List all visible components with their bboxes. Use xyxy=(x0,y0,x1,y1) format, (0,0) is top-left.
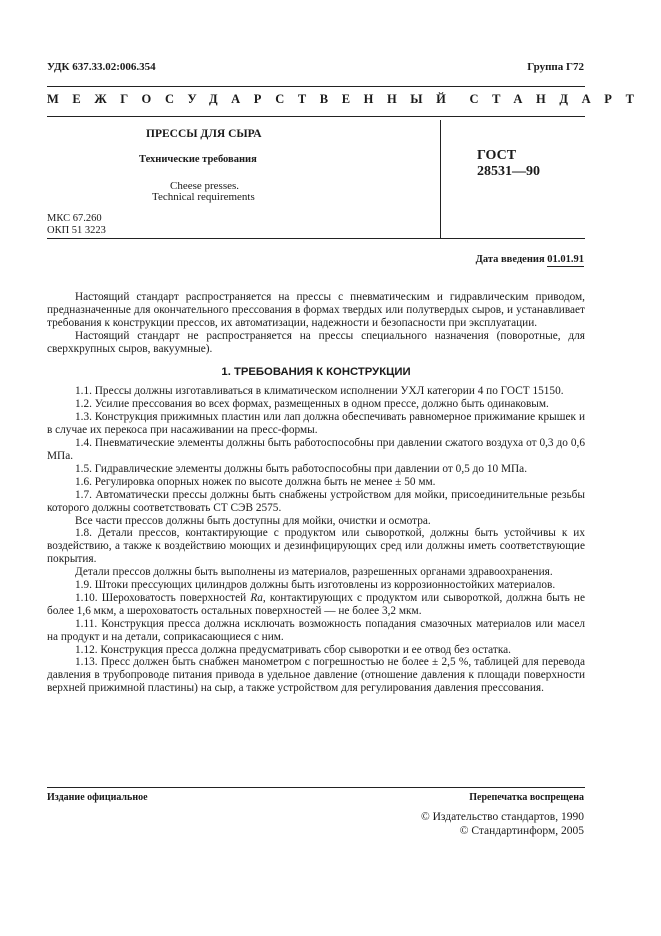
document-title: ПРЕССЫ ДЛЯ СЫРА xyxy=(146,128,262,140)
clause-1-8-cont: Детали прессов должны быть выполнены из материалов, разрешенных органами здравоохранения. xyxy=(75,566,553,579)
titleblock-rule xyxy=(47,238,585,239)
banner-rule xyxy=(47,116,585,117)
footer-rule xyxy=(47,787,585,788)
clause-1-9: 1.9. Штоки прессующих цилиндров должны быть изготовлены из коррозионностойких материалов. xyxy=(75,579,556,592)
introduction-date xyxy=(476,254,584,265)
banner-left: МЕЖГОСУДАРСТВЕННЫЙ xyxy=(47,92,460,106)
top-rule xyxy=(47,86,585,87)
standard-banner xyxy=(47,92,648,107)
section-heading: 1. ТРЕБОВАНИЯ К КОНСТРУКЦИИ xyxy=(221,365,411,378)
clause-1-10-start: 1.10. Шероховатость поверхностей xyxy=(75,591,251,604)
clause-1-6: 1.6. Регулировка опорных ножек по высоте должна быть не менее ± 50 мм. xyxy=(75,475,436,488)
reprint-notice: Перепечатка воспрещена xyxy=(469,792,584,803)
group-code: Группа Г72 xyxy=(527,61,584,73)
clause-1-11: 1.11. Конструкция пресса должна исключать возможность попадания смазочных материалов или масел на продукт и на детали, соприкасающиеся с ним. xyxy=(47,617,585,643)
english-title: Cheese presses. xyxy=(170,180,240,192)
intro-paragraph: Настоящий стандарт распространяется на прессы с пневматическим и гидравлическим приводом, предназначенные для окончательного прессования в формах твердых или полутвердых сыров, и устанавливает требования к конструкции прессов, их автоматизации, надежности и безопасности при эксплуатации. xyxy=(47,291,585,329)
gost-number: 28531—90 xyxy=(477,164,540,179)
clause-1-8: 1.8. Детали прессов, контактирующие с продуктом или сывороткой, должны быть устойчивы к их воздействию, а также к воздействию моющих и дезинфицирующих сред или должны иметь соответствующие покрытия. xyxy=(47,527,585,566)
clause-1-7: 1.7. Автоматически прессы должны быть снабжены устройством для мойки, присоединительные резьбы которого должны соответствовать СТ СЭВ 2575. xyxy=(47,488,585,514)
clause-1-2: 1.2. Усилие прессования во всех формах, размещенных в одном прессе, должно быть одинаковым. xyxy=(75,398,549,411)
clause-1-10-end: , контактирующих с продуктом или сывороткой, должна быть не более 1,6 мкм, а шероховатость остальных поверхностей — не более 3,2 мкм. xyxy=(47,591,585,617)
gost-label: ГОСТ xyxy=(477,148,517,163)
udc-code: УДК 637.33.02:006.354 xyxy=(47,61,156,73)
clause-1-4: 1.4. Пневматические элементы должны быть работоспособны при давлении сжатого воздуха от 0,3 до 0,6 МПа. xyxy=(47,437,585,462)
document-body xyxy=(47,291,585,695)
intro-date-value: 01.01.91 xyxy=(547,254,584,265)
document-subtitle: Технические требования xyxy=(139,154,257,165)
titleblock-divider xyxy=(440,120,441,238)
clause-1-3: 1.3. Конструкция прижимных пластин или лап должна обеспечивать равномерное прижимание крышек и в случае их перекоса при насаживании на пресс-формы. xyxy=(47,411,585,437)
clause-1-12: 1.12. Конструкция пресса должна предусматривать сбор сыворотки и ее отвод без остатка. xyxy=(75,643,511,656)
clause-1-7-cont: Все части прессов должны быть доступны для мойки, очистки и осмотра. xyxy=(75,514,431,527)
roughness-symbol: Ra xyxy=(250,591,263,604)
clause-1-13: 1.13. Пресс должен быть снабжен манометром с погрешностью не более ± 2,5 %, таблицей для перевода давления в трубопроводе питания привода в удельное давление (отношение давления к площади поверхности верхней прижимной пластины) на сыр, а также устройством для регулирования давления прессования. xyxy=(47,656,585,695)
clause-1-1: 1.1. Прессы должны изготавливаться в климатическом исполнении УХЛ категории 4 по ГОСТ 15150. xyxy=(75,385,564,398)
okp-code: ОКП 51 3223 xyxy=(47,225,106,236)
clause-1-5: 1.5. Гидравлические элементы должны быть работоспособны при давлении от 0,5 до 10 МПа. xyxy=(75,462,528,475)
copyright-2: © Стандартинформ, 2005 xyxy=(459,825,584,837)
official-edition: Издание официальное xyxy=(47,792,148,803)
intro-paragraph: Настоящий стандарт не распространяется на прессы специального назначения (поворотные, для сверхкрупных сыров, вакуумные). xyxy=(47,329,585,355)
banner-right: СТАНДАРТ xyxy=(469,92,648,106)
copyright-1: © Издательство стандартов, 1990 xyxy=(420,811,584,823)
english-subtitle: Technical requirements xyxy=(152,191,255,203)
mks-code: МКС 67.260 xyxy=(47,213,102,224)
intro-date-label: Дата введения xyxy=(475,254,545,265)
clause-1-10 xyxy=(47,592,585,618)
